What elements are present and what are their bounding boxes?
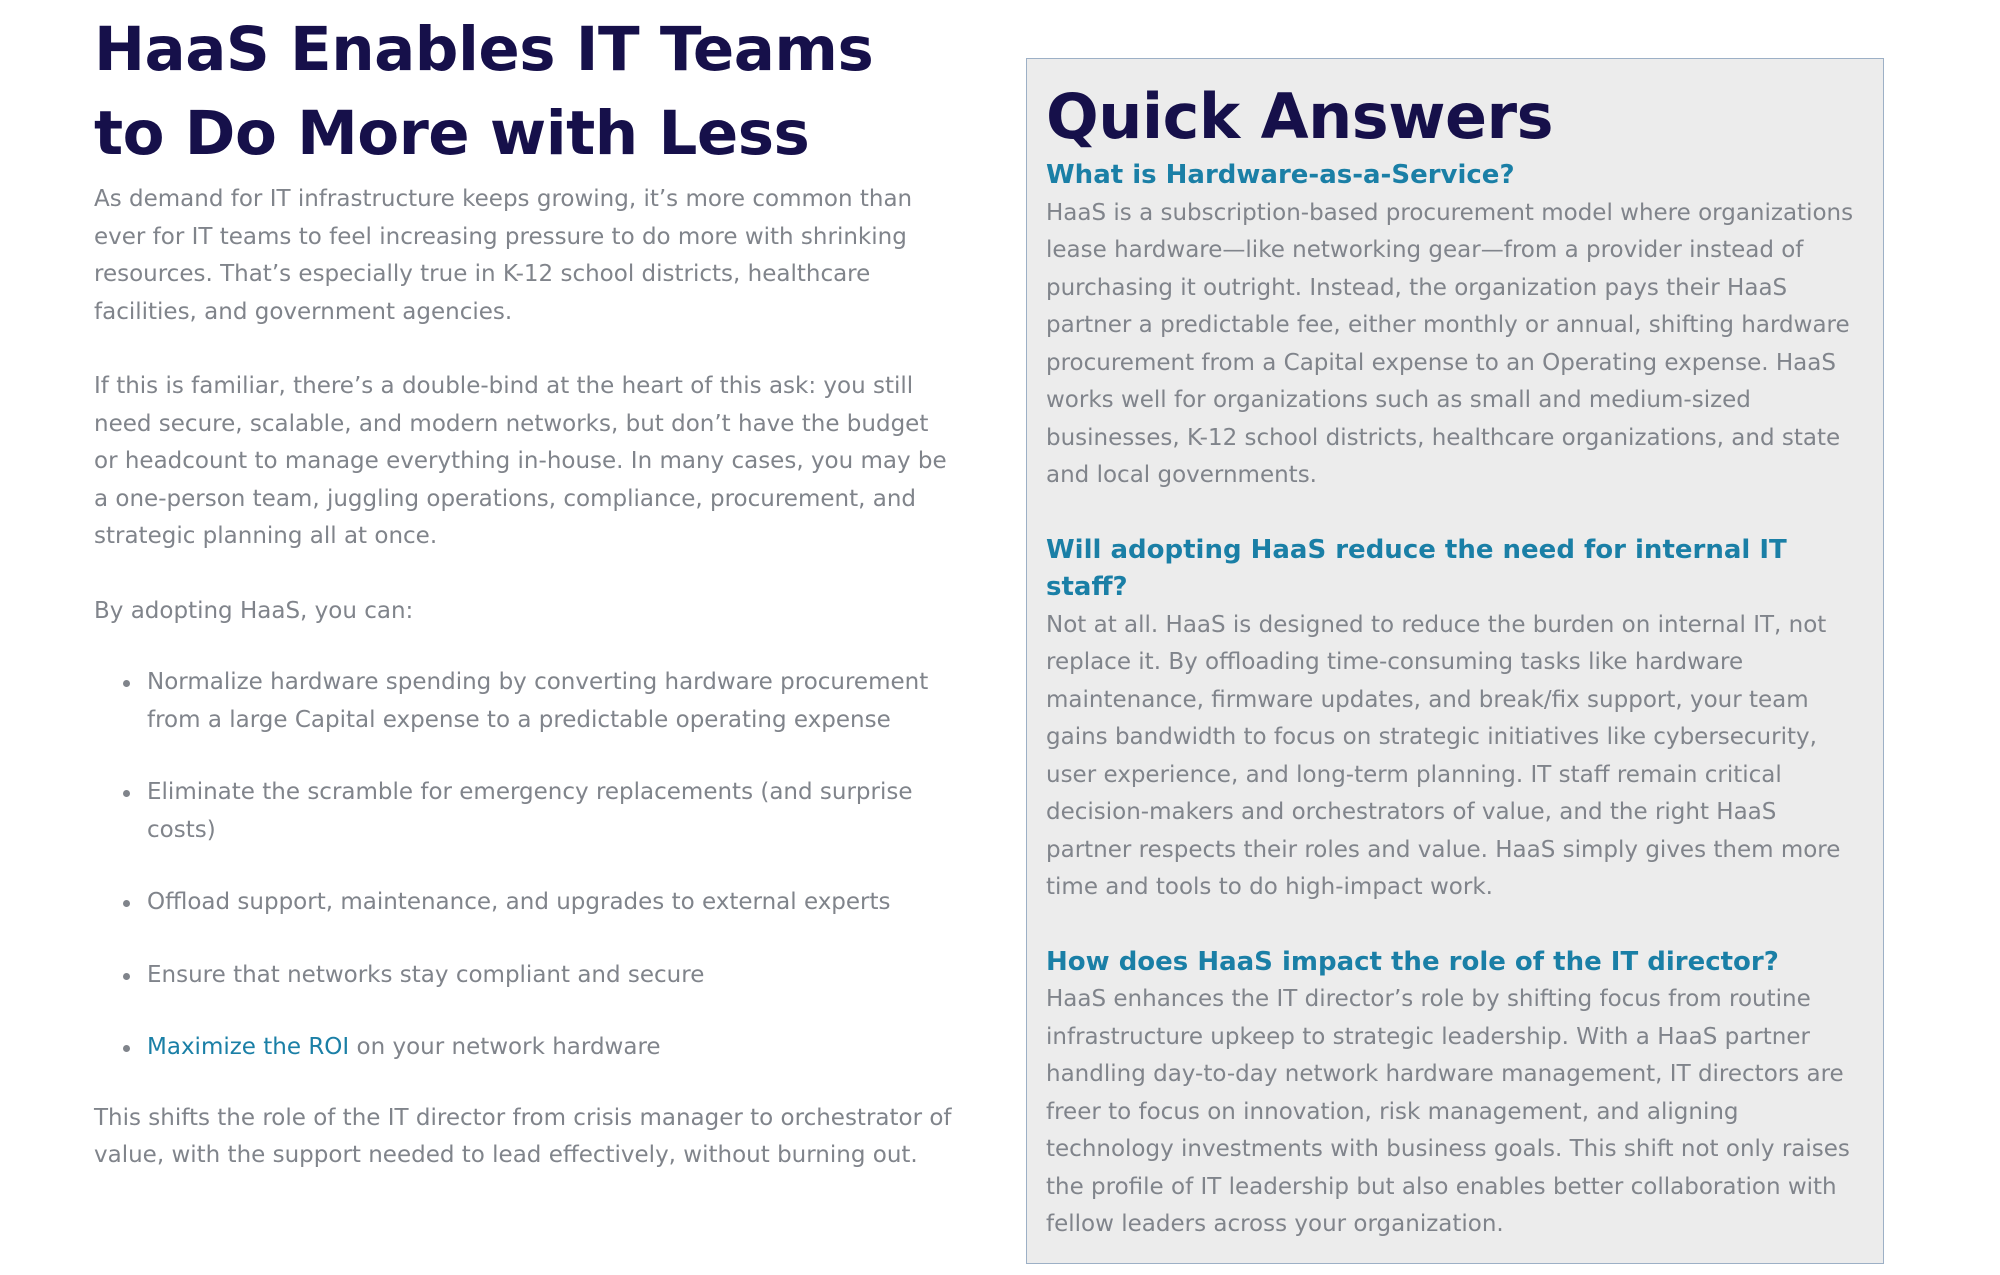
double-bind-paragraph: If this is familiar, there’s a double-bind at the heart of this ask: you still need secure, scalable, and modern networks, but don’t have the budget or headcount to manage everything in-house. In many cases, you may be a one-person team, juggling operations, compliance, procurement, and strategic planning all at once. [94, 373, 947, 549]
faq-item [1046, 157, 1865, 495]
faq-item [1046, 944, 1865, 1244]
intro-paragraph: As demand for IT infrastructure keeps growing, it’s more common than ever for IT teams to feel increasing pressure to do more with shrinking resources. That’s especially true in K-12 school districts, healthcare facilities, and government agencies. [94, 186, 913, 325]
quick-answers-title: Quick Answers [1046, 80, 1553, 153]
article-section [94, 8, 954, 1175]
list-item: Eliminate the scramble for emergency replacements (and surprise costs) [147, 774, 954, 849]
list-item: Normalize hardware spending by converting hardware procurement from a large Capital expense to a predictable operating expense [147, 664, 954, 739]
list-item: Ensure that networks stay compliant and secure [147, 957, 954, 995]
faq-question: How does HaaS impact the role of the IT director? [1046, 946, 1779, 977]
faq-answer: HaaS is a subscription-based procurement model where organizations lease hardware—like networking gear—from a provider instead of purchasing it outright. Instead, the organization pays their HaaS partner a predictable fee, either monthly or annual, shifting hardware procurement from a Capital expense to an Operating expense. HaaS works well for organizations such as small and medium-sized businesses, K-12 school districts, healthcare organizations, and state and local governments. [1046, 199, 1854, 488]
benefits-list [94, 664, 954, 1067]
adopting-haas-intro: By adopting HaaS, you can: [94, 597, 414, 624]
list-item: Offload support, maintenance, and upgrades to external experts [147, 884, 954, 922]
roi-item-text: on your network hardware [349, 1034, 661, 1060]
quick-answers-panel [1026, 58, 1884, 1264]
maximize-roi-link[interactable]: Maximize the ROI [147, 1034, 350, 1060]
faq-answer: Not at all. HaaS is designed to reduce the burden on internal IT, not replace it. By offloading time-consuming tasks like hardware maintenance, firmware updates, and break/fix support, your team gains bandwidth to focus on strategic initiatives like cybersecurity, user experience, and long-term planning. IT staff remain critical decision-makers and orchestrators of value, and the right HaaS partner respects their roles and value. HaaS simply gives them more time and tools to do high-impact work. [1046, 611, 1841, 900]
faq-item [1046, 532, 1865, 907]
faq-question: What is Hardware-as-a-Service? [1046, 160, 1515, 190]
closing-paragraph: This shifts the role of the IT director from crisis manager to orchestrator of value, with the support needed to lead effectively, without burning out. [94, 1104, 952, 1168]
faq-answer: HaaS enhances the IT director’s role by shifting focus from routine infrastructure upkeep to strategic leadership. With a HaaS partner handling day-to-day network hardware management, IT directors are freer to focus on innovation, risk management, and aligning technology investments with business goals. This shift not only raises the profile of IT leadership but also enables better collaboration with fellow leaders across your organization. [1046, 986, 1850, 1237]
list-item [147, 1029, 954, 1067]
faq-question: Will adopting HaaS reduce the need for internal IT staff? [1046, 534, 1787, 602]
page-title: HaaS Enables IT Teams to Do More with Less [94, 14, 874, 169]
